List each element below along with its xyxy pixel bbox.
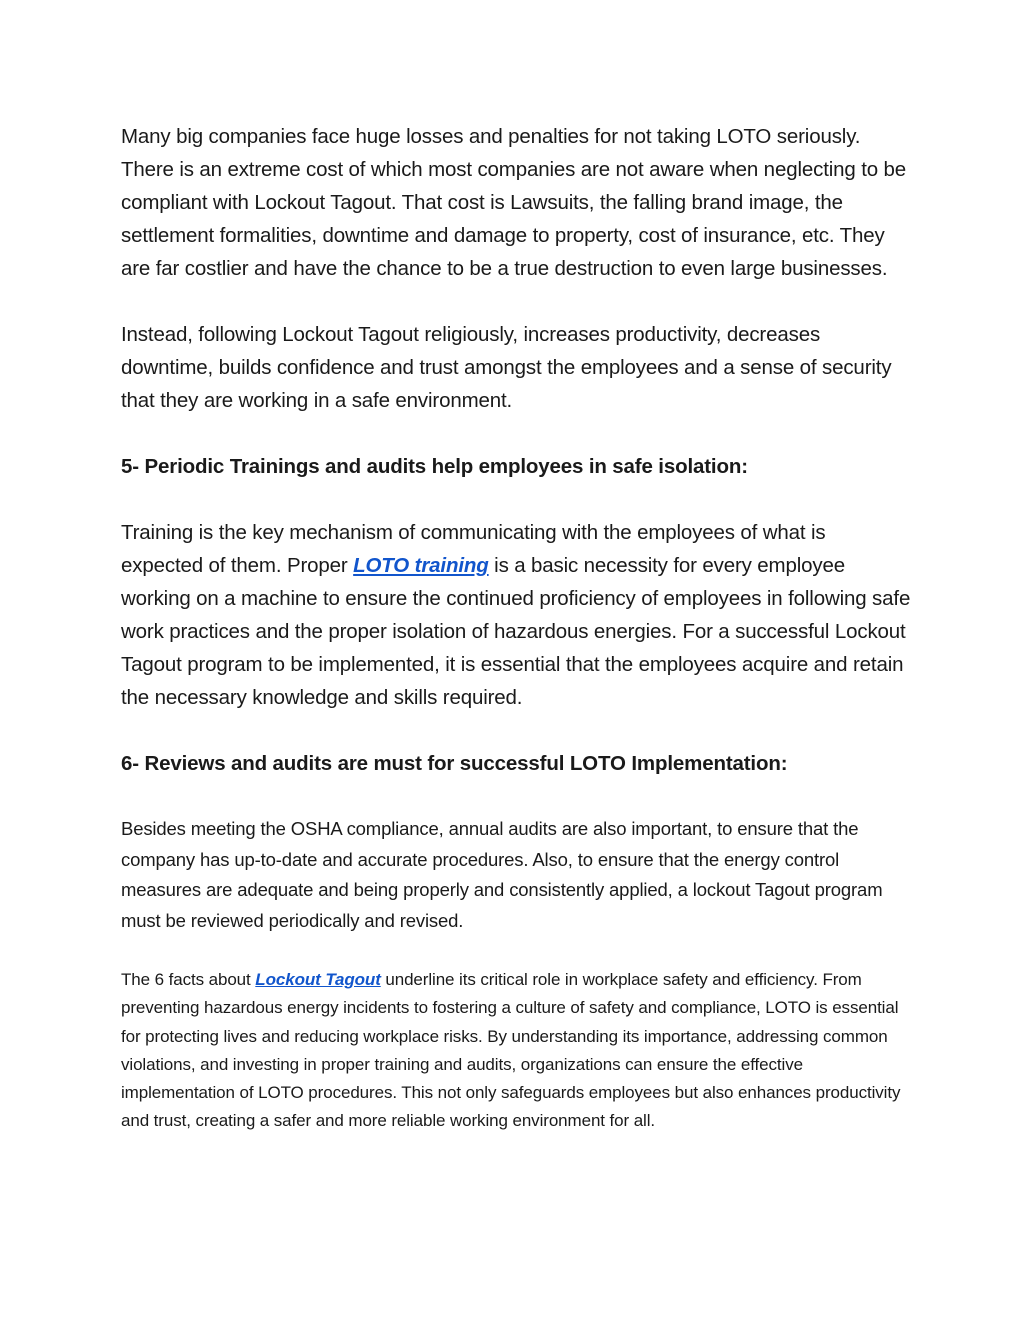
spacer <box>121 285 911 318</box>
document-page <box>121 120 911 1136</box>
spacer <box>121 780 911 814</box>
spacer <box>121 936 911 966</box>
paragraph-training-text-start: Training is the key mechanism of communicating with the employees of what is expected of them. Proper <box>121 521 826 577</box>
paragraph-conclusion <box>121 966 911 1136</box>
paragraph-loto-costs: Many big companies face huge losses and penalties for not taking LOTO seriously. There is an extreme cost of which most companies are not aware when neglecting to be compliant with Lockout Tagout. That cost is Lawsuits, the falling brand image, the settlement formalities, downtime and damage to property, cost of insurance, etc. They are far costlier and have the chance to be a true destruction to even large businesses. <box>121 125 907 280</box>
spacer <box>121 483 911 516</box>
section-heading-6: 6- Reviews and audits are must for successful LOTO Implementation: <box>121 752 788 775</box>
section-heading-5: 5- Periodic Trainings and audits help employees in safe isolation: <box>121 455 748 478</box>
paragraph-loto-benefits: Instead, following Lockout Tagout religiously, increases productivity, decreases downtime, builds confidence and trust amongst the employees and a sense of security that they are working in a safe environment. <box>121 323 892 412</box>
paragraph-training-text-end: is a basic necessity for every employee working on a machine to ensure the continued proficiency of employees in following safe work practices and the proper isolation of hazardous energies. For a successful Lockout Tagout program to be implemented, it is essential that the employees acquire and retain the necessary knowledge and skills required. <box>121 554 911 709</box>
spacer <box>121 417 911 450</box>
paragraph-conclusion-text-end: underline its critical role in workplace safety and efficiency. From preventing hazardous energy incidents to fostering a culture of safety and compliance, LOTO is essential for protecting lives and reducing workplace risks. By understanding its importance, addressing common violations, and investing in proper training and audits, organizations can ensure the effective implementation of LOTO procedures. This not only safeguards employees but also enhances productivity and trust, creating a safer and more reliable working environment for all. <box>121 970 901 1131</box>
lockout-tagout-link[interactable]: Lockout Tagout <box>255 970 381 989</box>
paragraph-conclusion-text-start: The 6 facts about <box>121 970 256 989</box>
paragraph-audits: Besides meeting the OSHA compliance, annual audits are also important, to ensure that the company has up-to-date and accurate procedures. Also, to ensure that the energy control measures are adequate and being properly and consistently applied, a lockout Tagout program must be reviewed periodically and revised. <box>121 818 883 931</box>
loto-training-link[interactable]: LOTO training <box>353 554 489 577</box>
spacer <box>121 714 911 747</box>
paragraph-training <box>121 516 911 714</box>
